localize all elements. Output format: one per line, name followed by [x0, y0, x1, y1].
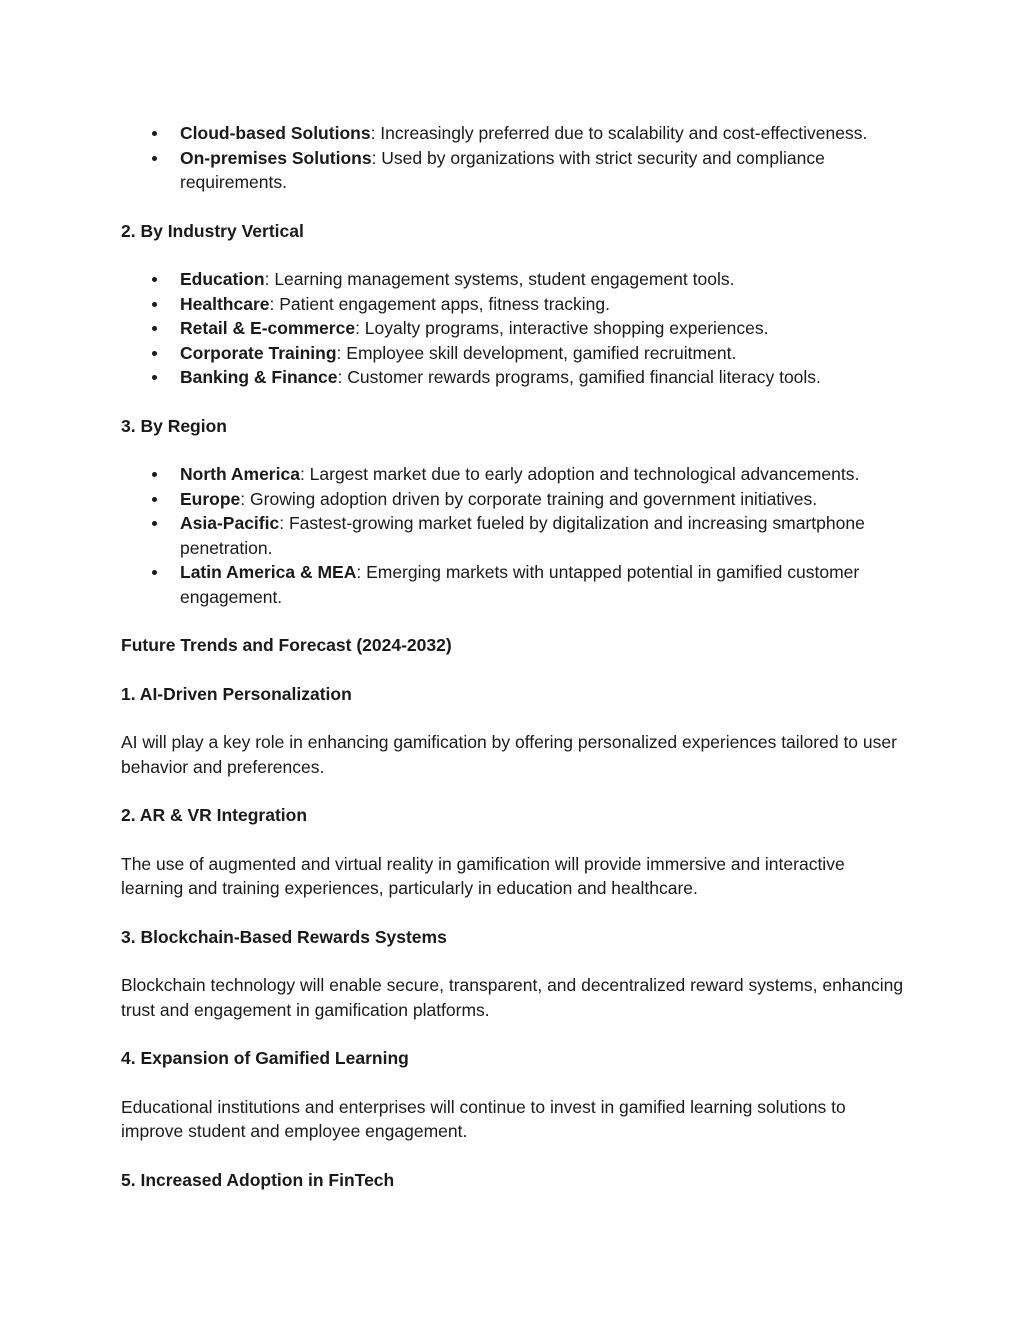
bullet-icon: [152, 375, 157, 380]
list-item-term: Banking & Finance: [180, 367, 338, 387]
trend-body: Educational institutions and enterprises will continue to invest in gamified learning solutions to improve student and employee engagement.: [121, 1096, 846, 1141]
region-list: [121, 462, 911, 609]
list-item: [121, 292, 911, 317]
list-item-term: Latin America & MEA: [180, 562, 357, 582]
trend-title: 4. Expansion of Gamified Learning: [121, 1048, 409, 1068]
bullet-icon: [152, 351, 157, 356]
industry-list: [121, 267, 911, 390]
list-item-desc: : Used by organizations with strict security and compliance requirements.: [180, 147, 825, 192]
list-item-desc: : Patient engagement apps, fitness tracking.: [269, 293, 610, 314]
list-item: [121, 341, 911, 366]
list-item-desc: : Fastest-growing market fueled by digitalization and increasing smartphone penetration.: [180, 513, 865, 558]
trend-title: 3. Blockchain-Based Rewards Systems: [121, 926, 447, 947]
trend-body: Blockchain technology will enable secure, transparent, and decentralized reward systems, enhancing trust and engagement in gamification platforms.: [121, 975, 904, 1020]
list-item: [121, 560, 911, 609]
list-item-desc: : Customer rewards programs, gamified financial literacy tools.: [337, 367, 821, 387]
list-item-desc: : Largest market due to early adoption and technological advancements.: [299, 464, 860, 484]
bullet-icon: [152, 326, 157, 331]
list-item-term: Education: [180, 269, 265, 289]
trend-body: The use of augmented and virtual reality in gamification will provide immersive and interactive learning and training experiences, particularly in education and healthcare.: [121, 853, 845, 898]
list-item: [121, 146, 911, 195]
trends-heading: Future Trends and Forecast (2024-2032): [121, 635, 452, 655]
list-item-term: Corporate Training: [180, 342, 337, 363]
list-item-desc: : Increasingly preferred due to scalability and cost-effectiveness.: [370, 123, 868, 143]
list-item: [121, 462, 911, 487]
list-item-desc: : Growing adoption driven by corporate training and government initiatives.: [240, 488, 818, 509]
list-item-term: Healthcare: [180, 293, 270, 314]
bullet-icon: [152, 302, 157, 307]
bullet-icon: [152, 277, 157, 282]
list-item-term: Retail & E-commerce: [180, 318, 356, 338]
list-item-desc: : Employee skill development, gamified recruitment.: [336, 342, 737, 363]
list-item: [121, 267, 911, 292]
bullet-icon: [152, 156, 157, 161]
list-item-term: North America: [180, 464, 300, 484]
list-item-desc: : Loyalty programs, interactive shopping experiences.: [355, 318, 769, 338]
document-page: [121, 121, 911, 1192]
trend-body: AI will play a key role in enhancing gamification by offering personalized experiences tailored to user behavior and preferences.: [121, 732, 897, 777]
bullet-icon: [152, 570, 157, 575]
section-heading-industry: 2. By Industry Vertical: [121, 220, 304, 241]
trend-title: 5. Increased Adoption in FinTech: [121, 1169, 395, 1190]
bullet-icon: [152, 472, 157, 477]
list-item-term: Asia-Pacific: [180, 513, 280, 533]
list-item: [121, 121, 911, 146]
list-item-desc: : Learning management systems, student engagement tools.: [264, 269, 735, 289]
list-item: [121, 487, 911, 512]
list-item: [121, 511, 911, 560]
section-heading-region: 3. By Region: [121, 415, 227, 436]
bullet-icon: [152, 131, 157, 136]
trend-title: 1. AI-Driven Personalization: [121, 683, 352, 704]
deployment-list: [121, 121, 911, 195]
trend-title: 2. AR & VR Integration: [121, 805, 308, 825]
list-item-term: Cloud-based Solutions: [180, 123, 371, 143]
list-item: [121, 316, 911, 341]
bullet-icon: [152, 497, 157, 502]
list-item-term: On-premises Solutions: [180, 147, 372, 168]
list-item-term: Europe: [180, 488, 241, 509]
list-item-desc: : Emerging markets with untapped potential in gamified customer engagement.: [180, 562, 860, 607]
list-item: [121, 365, 911, 390]
bullet-icon: [152, 521, 157, 526]
